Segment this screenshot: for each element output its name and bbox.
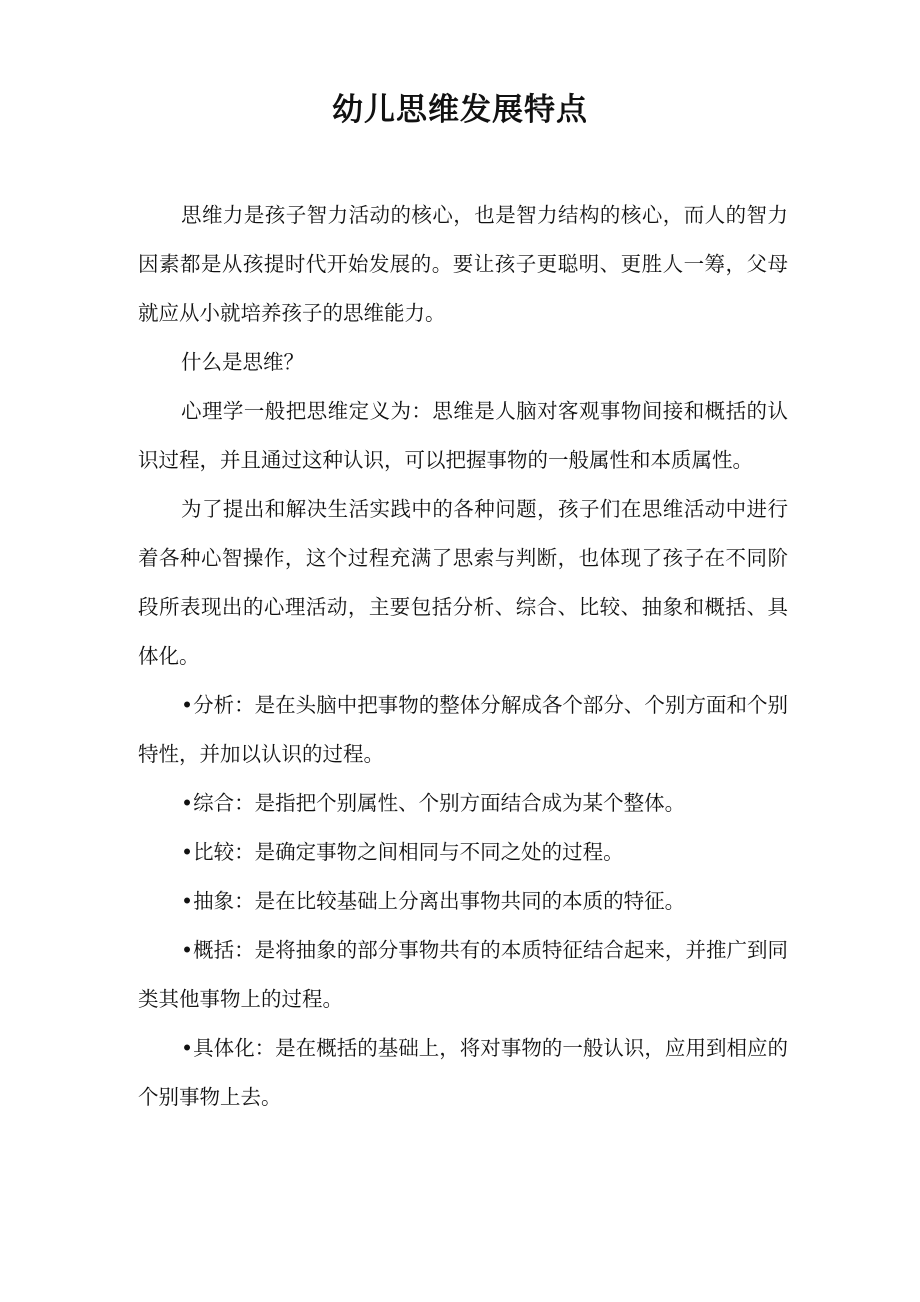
- paragraph-question: 什么是思维？: [181, 350, 304, 374]
- bullet-synthesis: •综合：是指把个别属性、个别方面结合成为某个整体。: [181, 791, 686, 815]
- bullet-concretization: •具体化：是在概括的基础上，将对事物的一般认识，应用到相应的个别事物上去。: [138, 1036, 788, 1109]
- paragraph-definition: 心理学一般把思维定义为：思维是人脑对客观事物间接和概括的认识过程，并且通过这种认识，可以把握事物的一般属性和本质属性。: [138, 399, 788, 472]
- bullet-analysis: •分析：是在头脑中把事物的整体分解成各个部分、个别方面和个别特性，并加以认识的过程。: [138, 693, 788, 766]
- document-title: 幼儿思维发展特点: [332, 92, 588, 128]
- paragraph-intro: 思维力是孩子智力活动的核心，也是智力结构的核心，而人的智力因素都是从孩提时代开始发展的。要让孩子更聪明、更胜人一筹，父母就应从小就培养孩子的思维能力。: [138, 203, 788, 325]
- bullet-comparison: •比较：是确定事物之间相同与不同之处的过程。: [181, 840, 624, 864]
- bullet-generalization: •概括：是将抽象的部分事物共有的本质特征结合起来，并推广到同类其他事物上的过程。: [138, 938, 788, 1011]
- paragraph-operations: 为了提出和解决生活实践中的各种问题，孩子们在思维活动中进行着各种心智操作，这个过程充满了思索与判断，也体现了孩子在不同阶段所表现出的心理活动，主要包括分析、综合、比较、抽象和概括、具体化。: [138, 497, 788, 668]
- bullet-abstraction: •抽象：是在比较基础上分离出事物共同的本质的特征。: [181, 889, 686, 913]
- document-body: [138, 191, 788, 1122]
